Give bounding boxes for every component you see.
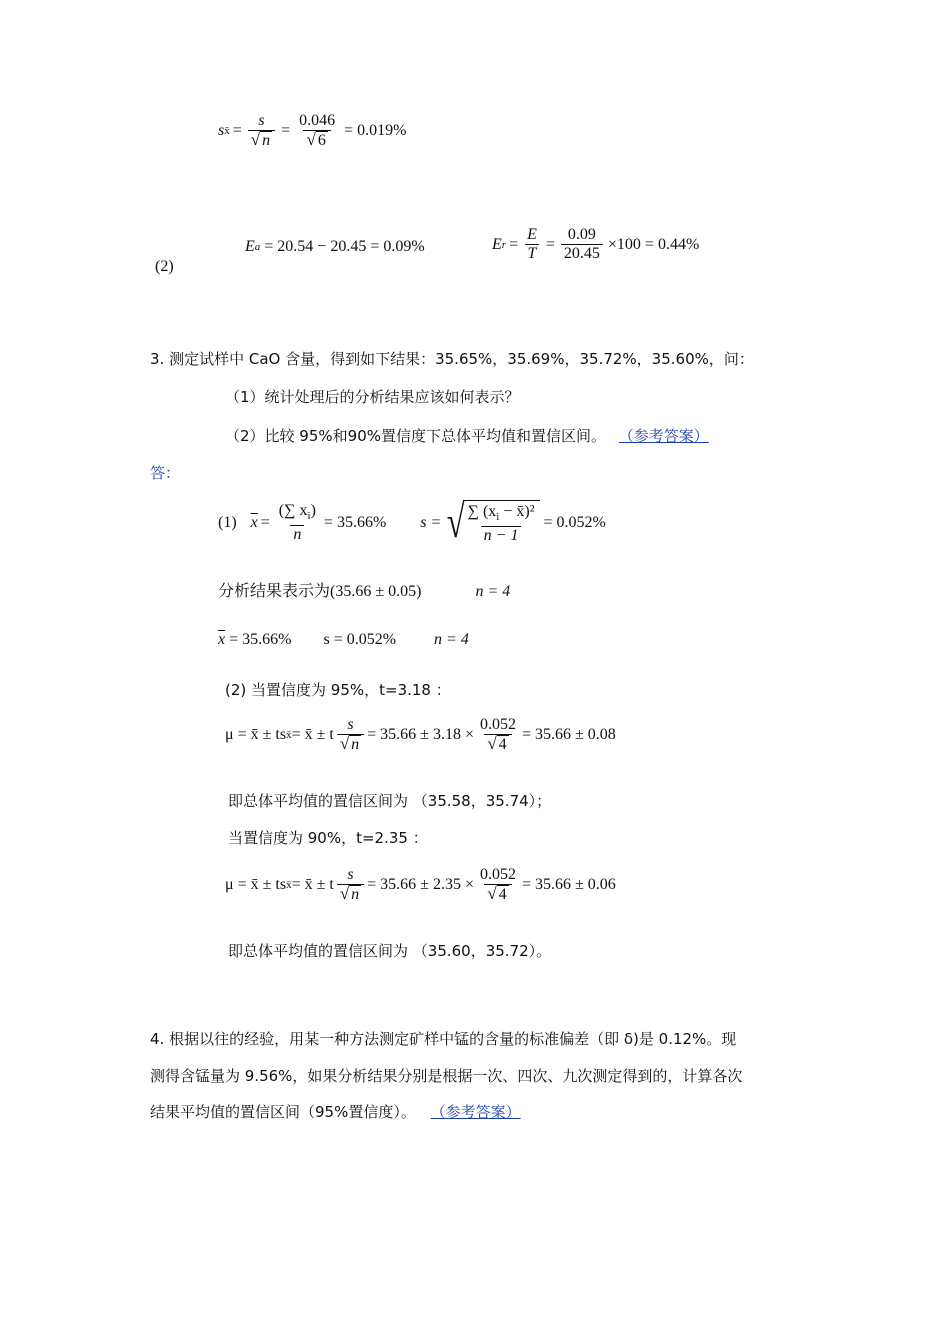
fraction-denominator: 4 (498, 886, 507, 903)
fraction-denominator: n (351, 886, 360, 903)
sample-count: n = 4 (475, 583, 511, 600)
fraction-0052-over-sqrt4: 0.052 √ 4 (477, 716, 519, 754)
formula-ea-sub: a (254, 241, 261, 253)
result-representation (218, 578, 510, 601)
fraction-numerator: 0.052 (479, 866, 516, 883)
subscript-i: i (496, 511, 500, 524)
part-1-label: (1) (218, 513, 237, 531)
fraction-denominator: 6 (317, 132, 326, 149)
fraction-denominator: n (262, 132, 271, 149)
variance-denominator: n − 1 (481, 526, 522, 545)
fraction-numerator: E (527, 226, 537, 243)
answer-label: 答： (150, 464, 181, 482)
xbar-symbol: $\overline{x}$ (218, 631, 226, 648)
xbar-symbol: $\overline{x}$ (250, 513, 258, 531)
interval-90: 即总体平均值的置信区间为 （35.60，35.72）。 (228, 942, 552, 960)
equals-sign: = (260, 513, 270, 531)
variance-numerator-end: − x̄)² (499, 503, 535, 520)
q3-part-2-text: （2）比较 95%和90%置信度下总体平均值和置信区间。 (225, 427, 606, 445)
fraction-009-over-2045 (561, 226, 603, 263)
variance-numerator: ∑ (x (467, 503, 497, 520)
q3-reference-answer-link[interactable]: （参考答案） (618, 427, 709, 445)
fraction-numerator: s (347, 716, 354, 733)
q4-reference-answer-link[interactable]: （参考答案） (430, 1103, 521, 1121)
formula-er (492, 226, 699, 263)
formula-ea (245, 238, 425, 256)
formula-s-sub: x̄ (224, 125, 230, 137)
subscript-i: i (307, 509, 311, 522)
q4-line-3 (150, 1101, 521, 1122)
fraction-numerator: 0.052 (479, 716, 516, 733)
part-2-label: (2) (155, 258, 174, 275)
result-representation-text: 分析结果表示为(35.66 ± 0.05) (218, 583, 422, 600)
subscript-xbar: x̄ (286, 729, 292, 741)
fraction-variance (465, 503, 538, 545)
sum-numerator: (∑ x (278, 501, 308, 519)
equals-sign: = (281, 122, 291, 139)
mu-expression-2: = x̄ ± t (291, 876, 334, 893)
fraction-s-over-sqrt-n: s √ n (337, 716, 364, 754)
q3-stem: 3. 测定试样中 CaO 含量，得到如下结果：35.65%，35.69%，35.72%，35.60%，问： (150, 350, 754, 368)
fraction-numerator: 0.09 (567, 226, 596, 243)
fraction-sum-xi-over-n (276, 502, 319, 544)
fraction-denominator: 20.45 (561, 244, 603, 263)
equals-sign: = (509, 235, 519, 253)
fraction-denominator: n (290, 525, 304, 544)
mean-result: = 35.66% (323, 513, 387, 531)
paren-close: ) (310, 501, 316, 519)
formula-er-lhs: E (492, 235, 502, 253)
q4-line-1: 4. 根据以往的经验，用某一种方法测定矿样中锰的含量的标准偏差（即 δ)是 0.12%。现 (150, 1030, 737, 1048)
q3-part-2 (225, 425, 709, 446)
q4-line-3-text: 结果平均值的置信区间（95%置信度）。 (150, 1103, 416, 1121)
mu-evaluation: = 35.66 ± 2.35 × (367, 876, 474, 893)
mu-result: = 35.66 ± 0.08 (521, 726, 616, 743)
formula-mean-and-std (218, 496, 606, 547)
fraction-numerator: s (258, 112, 265, 129)
formula-mu-90 (225, 866, 616, 904)
summary-mean: = 35.66% (229, 631, 292, 648)
q3-part-1: （1）统计处理后的分析结果应该如何表示？ (225, 388, 520, 406)
formula-mu-95 (225, 716, 616, 754)
formula-ea-rhs: = 20.54 − 20.45 = 0.09% (264, 238, 425, 255)
mu-expression: μ = x̄ ± ts (225, 726, 287, 743)
fraction-denominator: T (525, 244, 540, 263)
fraction-denominator: 4 (498, 736, 507, 753)
fraction-s-over-sqrt-n: s √ n (248, 112, 275, 150)
summary-n: n = 4 (434, 631, 469, 648)
fraction-s-over-sqrt-n: s √ n (337, 866, 364, 904)
fraction-e-over-t (524, 226, 540, 263)
confidence-90-line: 当置信度为 90%，t=2.35 ： (228, 829, 428, 847)
mu-expression: μ = x̄ ± ts (225, 876, 287, 893)
confidence-95-line: (2) 当置信度为 95%，t=3.18 ： (225, 681, 451, 699)
equals-sign: = (545, 235, 555, 253)
mu-result: = 35.66 ± 0.06 (521, 876, 616, 893)
formula-ea-lhs: E (245, 238, 255, 255)
formula-s-lhs: s (218, 122, 225, 139)
formula-s-xbar (218, 112, 407, 150)
fraction-0046-over-sqrt6: 0.046 √ 6 (296, 112, 338, 150)
fraction-numerator: s (347, 866, 354, 883)
formula-result: = 0.019% (344, 122, 407, 139)
formula-er-sub: r (501, 238, 507, 251)
sqrt-std-formula: √ $\frac{\sum (x_i - x̄)^2}{n - 1}$ (443, 500, 539, 545)
summary-std: s = 0.052% (323, 631, 397, 648)
std-result: = 0.052% (543, 513, 606, 531)
q4-line-2: 测得含锰量为 9.56%，如果分析结果分别是根据一次、四次、九次测定得到的，计算各次 (150, 1067, 743, 1085)
equals-sign: = (232, 122, 242, 139)
fraction-denominator: n (351, 736, 360, 753)
mu-evaluation: = 35.66 ± 3.18 × (367, 726, 474, 743)
std-symbol: s = (420, 513, 442, 531)
mu-expression-2: = x̄ ± t (291, 726, 334, 743)
subscript-xbar: x̄ (286, 879, 292, 891)
summary-line (218, 631, 469, 649)
interval-95: 即总体平均值的置信区间为 （35.58，35.74）； (228, 792, 552, 810)
fraction-numerator: 0.046 (299, 112, 336, 129)
formula-result: ×100 = 0.44% (607, 235, 700, 253)
fraction-0052-over-sqrt4: 0.052 √ 4 (477, 866, 519, 904)
